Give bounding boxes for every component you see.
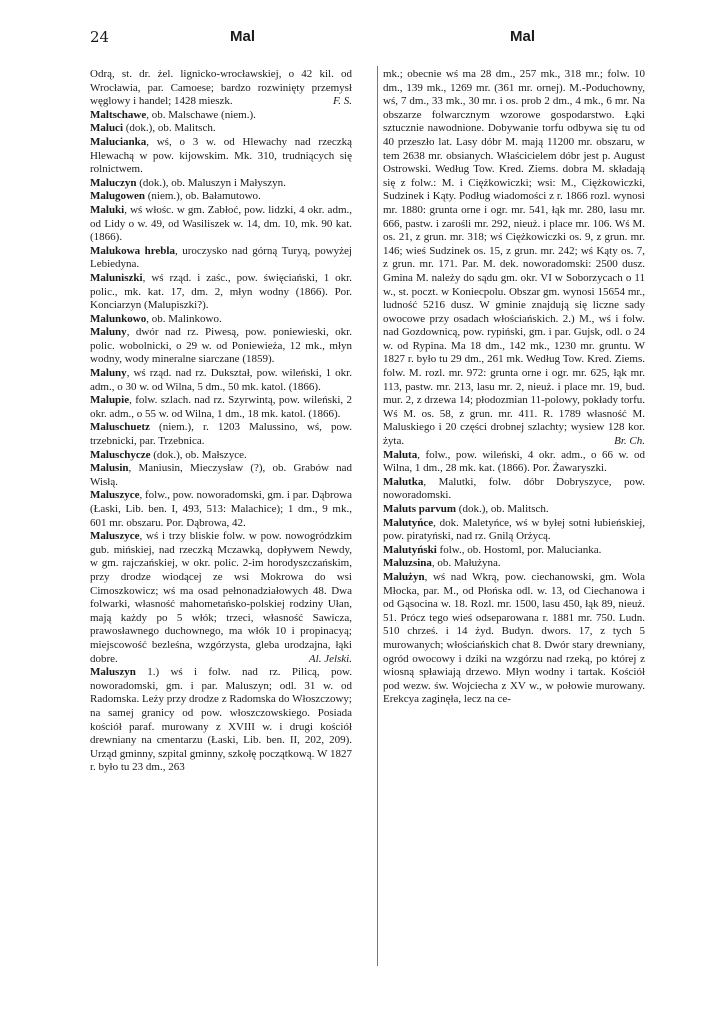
entry-text: Odrą, st. dr. żel. lignicko-wrocławskiej, o 42 kil. od Wrocławia, par. Camoese; bardzo rozwinięty przemysł węglowy i handel; 1428 mieszk. <box>90 68 352 108</box>
entry-headword: Maluci <box>90 122 123 135</box>
entry-text: , dwór nad rz. Piwesą, pow. poniewieski, okr. polic. wobolnicki, o 29 w. od Poniewieża, 12 mk., młyn wodny, wody mineralne siarczane (1859). <box>90 326 352 366</box>
entry-signature: Br. Ch. <box>614 435 645 448</box>
entry-headword: Maltschawe <box>90 108 147 121</box>
entry-headword: Malugowen <box>90 190 145 203</box>
dictionary-entry <box>90 449 352 463</box>
dictionary-entry <box>90 666 352 775</box>
entry-text: , wś rząd. i zaśc., pow. święciański, 1 okr. polic., mk. kat. 17, dm. 2, młyn wodny (1866). Por. Konciarzyn (Malupiszki?). <box>90 271 352 312</box>
entry-headword: Maluschycze <box>90 448 151 461</box>
right-running-head: Mal <box>510 28 536 45</box>
entry-headword: Maluny <box>90 326 127 339</box>
entry-text: (dok.), ob. Maluszyn i Małyszyn. <box>136 176 286 189</box>
dictionary-entry <box>90 109 352 123</box>
left-column <box>90 68 352 775</box>
entry-headword: Maluts parvum <box>383 503 457 515</box>
entry-headword: Malużyn <box>383 570 425 583</box>
dictionary-entry <box>90 68 352 109</box>
entry-text: , folw. szlach. nad rz. Szyrwintą, pow. wileński, 2 okr. adm., o 55 w. od Wilna, 1 dm., 18 mk. katol. (1866). <box>90 394 352 420</box>
entry-headword: Maluniszki <box>90 271 143 284</box>
entry-text: (dok.), ob. Małszyce. <box>150 448 247 461</box>
entry-headword: Maluki <box>90 203 125 216</box>
entry-headword: Maluta <box>383 448 418 461</box>
dictionary-entry <box>90 462 352 489</box>
page-number: 24 <box>90 28 110 46</box>
dictionary-entry <box>90 204 352 245</box>
entry-text: , wś, o 3 w. od Hlewachy nad rzeczką Hlewachą w pow. kijowskim. Mk. 310, trudniących się rolnictwem. <box>90 135 352 176</box>
entry-text: (dok.), ob. Malitsch. <box>123 122 216 135</box>
page-header <box>90 22 630 46</box>
entry-signature: Al. Jelski. <box>308 652 352 665</box>
entry-text: , ob. Malschawe (niem.). <box>146 108 256 121</box>
entry-text: (niem.), ob. Bałamutowo. <box>145 190 261 203</box>
dictionary-entry <box>90 313 352 327</box>
column-divider <box>377 66 378 966</box>
dictionary-entry <box>90 421 352 448</box>
entry-headword: Maluczyn <box>90 176 137 189</box>
dictionary-entry <box>90 122 352 136</box>
entry-headword: Malunkowo <box>90 312 147 325</box>
entry-text: (dok.), ob. Malitsch. <box>456 503 549 515</box>
entry-headword: Malutka <box>383 475 424 488</box>
entry-headword: Maluszyce <box>90 489 140 502</box>
entry-text: mk.; obecnie wś ma 28 dm., 257 mk., 318 mr.; folw. 10 dm., 139 mk., 1269 mr. (361 mr. ornej). M.-Poduchowny, wś, 7 dm., 33 mk., 30 mr. i os. prob 2 dm., 4 mk., 6 mr. Na obszarze folwarcznym wzorowe gospodarstwo. Łąki sztucznie nawodnione. Dobywanie torfu odbywa się tu od 40 przeszło lat. Lasy dóbr M. mają 11200 mr. obszaru, w tem 2638 mr. obsianych. Właścicielem dóbr jest p. August Ostrowski. Według Tow. Kred. Ziems. dobra M. składają się z folw.: M. i Ciężkowiczki; wsi: M., Ciężkowiczki, Sudzinek i Kąty. Podług wiadomości z r. 1866 rozl. wynosi mr. 1880: grunta orne i ogr. mr. 541, łąk mr. 280, lasu mr. 666, pastw. i zarośli mr. 292, nieuż. i place mr. 106. Wś M. os. 21, z grun. mr. 318; wś Ciężkowiczki os. 9, z grun. mr. 146; wieś Sudzinek os. 15, z grun. mr. 242; wś Kąty os. 7, z grun. mr. 171. Par. M. dek. noworadomski: 2500 dusz. Gmina M. należy do sądu gm. okr. VI w Soborzycach o 11 w., st. poczt. w Koniecpolu. Obszar gm. wynosi 15654 mr., ludność 5216 dusz. W gminie znajdują się liczne sady owocowe przy osadach włościańskich. 2.) M., wś i folw. nad Gozdownicą, pow. rypiński, gm. i par. Gujsk, odl. o 24 w. od Rypina. Ma 18 dm., 142 mk., 1230 mr. gruntu. W 1827 r. było tu 29 dm., 261 mk. Według Tow. Kred. Ziems. folw. M. rozl. mr. 972: grunta orne i ogr. mr. 625, łąk mr. 113, pastw. mr. 213, lasu mr. 2, nieuż. i place mr. 19, bud. mur. 2, z drzewa 14; płodozmian 11-polowy, pokłady torfu. Wś M. os. 58, z grun. mr. 411. R. 1789 własność M. Maluskiego i 20 części drobnej szlachty; wysiew 128 kor. żyta. <box>383 68 645 448</box>
dictionary-entry <box>383 476 645 503</box>
entry-headword: Maluszyce <box>90 530 140 543</box>
dictionary-entry <box>90 489 352 530</box>
dictionary-entry <box>90 245 352 272</box>
entry-text: , wś nad Wkrą, pow. ciechanowski, gm. Wola Młocka, par. M., od Płońska odl. w. 13, od Ciechanowa i od Gąsocina w. 18. Rozl. mr. 1500, lasu 450, łąk 89, nieuż. 51. Prócz tego wieś odseparowana r. 1881 mr. 750. Ludn. 510 chrześ. i 14 żyd. Budyn. dwors. 17, z tych 5 murowanych; włościańskich chat 8. Dwór stary drewniany, ogród owocowy i dziki na wzgórzu nad rzeką, po której z wiosną spławiają drzewo. Młyn wodny i tartak. Kościół pod wezw. św. Wojciecha z XV w., w połowie murowany. Erekcya zaginęła, lecz na ce- <box>383 570 645 706</box>
entry-text: , dok. Maletyńce, wś w byłej sotni łubieńskiej, pow. piratyński, nad rz. Gnilą Orżycą. <box>383 516 645 543</box>
dictionary-entry <box>90 177 352 191</box>
left-running-head: Mal <box>230 28 256 45</box>
right-column <box>383 68 645 707</box>
dictionary-entry <box>90 530 352 666</box>
entry-text: , folw., pow. wileński, 4 okr. adm., o 66 w. od Wilna, 1 dm., 28 mk. kat. (1866). Por. Żawaryszki. <box>383 448 645 475</box>
entry-headword: Malucianka <box>90 135 147 148</box>
entry-headword: Maluschuetz <box>90 421 150 434</box>
entry-text: , uroczysko nad górną Turyą, powyżej Lebiedyna. <box>90 244 352 271</box>
dictionary-entry <box>383 571 645 707</box>
dictionary-entry <box>383 68 645 449</box>
entry-headword: Malupie <box>90 394 130 407</box>
entry-headword: Maluzsina <box>383 557 432 570</box>
entry-headword: Malutyński <box>383 543 437 556</box>
entry-text: , folw., pow. noworadomski, gm. i par. Dąbrowa (Łaski, Lib. ben. I, 493, 513: Malachice); 1 dm., 9 mk., 601 mr. obszaru. Por. Dąbrowa, 42. <box>90 489 352 529</box>
dictionary-entry <box>383 503 645 517</box>
entry-text: 1.) wś i folw. nad rz. Pilicą, pow. noworadomski, gm. i par. Maluszyn; odl. 31 w. od Radomska. Leży przy drodze z Radomska do Włoszczowy; na samej granicy od pow. włoszczowskiego. Posiada kościół paraf. murowany z XVIII w. i drugi kościół drewniany na cmentarzu (Łaski, Lib. ben. II, 202, 209). Urząd gminny, szpital gminny, szkołę początkową. W 1827 r. było tu 23 dm., 263 <box>90 666 352 774</box>
entry-text: , wś włośc. w gm. Zabłoć, pow. lidzki, 4 okr. adm., od Lidy o w. 49, od Wasiliszek w. 14, dm. 10, mk. 90 kat. (1866). <box>90 203 352 244</box>
entry-text: (niem.), r. 1203 Malussino, wś, pow. trzebnicki, par. Trzebnica. <box>90 421 352 448</box>
dictionary-entry <box>383 449 645 476</box>
entry-text: folw., ob. Hostoml, por. Malucianka. <box>436 543 602 556</box>
dictionary-entry <box>383 557 645 571</box>
entry-text: , wś i trzy bliskie folw. w pow. nowogródzkim gub. mińskiej, nad rzeczką Mczawką, dopływem Newdy, w gm. rajczańskiej, w okr. polic. 2-im horodyszczańskim, przy drodze wiodącej ze wsi Mokrowa do wsi Cimoszkowicz; wś ma osad pełnonadziałowych 48. Dwa folwarki, własność mahometańsko-polskiej rodziny Ułan, mają każdy po 5 włók; trzeci, własność Sawicza, prawosławnego duchownego, ma włók 10 i propinacyą; miejscowość bezleśna, wzgórzysta, gleba urodzajna, łąki dobre. <box>90 530 352 665</box>
entry-headword: Malusin <box>90 462 129 475</box>
entry-text: , ob. Małużyna. <box>431 557 501 570</box>
entry-headword: Malukowa hrebla <box>90 244 175 257</box>
entry-headword: Maluszyn <box>90 666 136 679</box>
entry-headword: Maluny <box>90 367 127 380</box>
entry-signature: F. S. <box>332 95 352 108</box>
dictionary-entry <box>90 367 352 394</box>
entry-text: , wś rząd. nad rz. Dukształ, pow. wileński, 1 okr. adm., o 30 w. od Wilna, 5 dm., 50 mk. katol. (1866). <box>90 367 352 393</box>
dictionary-entry <box>383 517 645 544</box>
dictionary-entry <box>90 136 352 177</box>
dictionary-entry <box>90 272 352 313</box>
dictionary-entry <box>90 326 352 367</box>
dictionary-entry <box>90 394 352 421</box>
entry-text: , ob. Malinkowo. <box>146 312 222 325</box>
dictionary-entry <box>90 190 352 204</box>
entry-text: , Malutki, folw. dóbr Dobryszyce, pow. noworadomski. <box>383 475 645 502</box>
entry-text: , Maniusin, Mieczysław (?), ob. Grabów nad Wisłą. <box>90 462 352 488</box>
dictionary-entry <box>383 544 645 558</box>
entry-headword: Malutyńce <box>383 516 434 529</box>
